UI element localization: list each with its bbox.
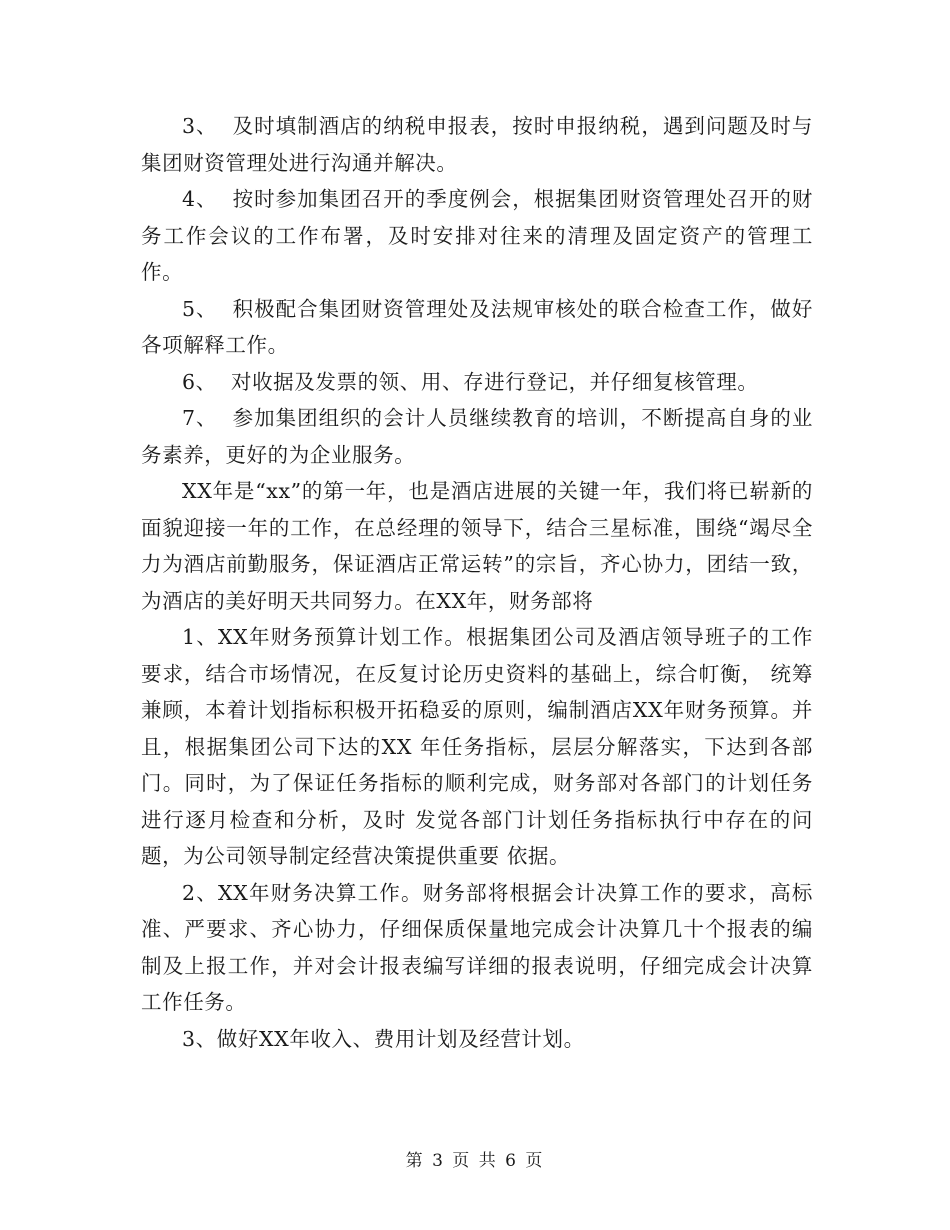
paragraph-item-5-inspection: 5、 积极配合集团财资管理处及法规审核处的联合检查工作，做好各项解释工作。 [141,296,813,357]
paragraph-item-4-meeting: 4、 按时参加集团召开的季度例会，根据集团财资管理处召开的财务工作会议的工作布署，及时安排对往来的清理及固定资产的管理工作。 [141,187,813,284]
paragraph-final-accounts: 2、XX年财务决算工作。财务部将根据会计决算工作的要求，高标准、严要求、齐心协力，仔细保质保量地完成会计决算几十个报表的编制及上报工作，并对会计报表编写详细的报表说明，仔细完成会计决算工作任务。 [141,880,813,1014]
paragraph-item-3-tax: 3、 及时填制酒店的纳税申报表，按时申报纳税，遇到问题及时与集团财资管理处进行沟通并解决。 [141,114,813,175]
document-body [141,108,813,1057]
paragraph-income-plan: 3、做好XX年收入、费用计划及经营计划。 [182,1026,585,1051]
paragraph-budget-plan: 1、XX年财务预算计划工作。根据集团公司及酒店领导班子的工作要求，结合市场情况，在反复讨论历史资料的基础上，综合帄衡， 统筹兼顾，本着计划指标积极开拓稳妥的原则，编制酒店XX年财务预算。并且，根据集团公司下达的XX 年任务指标，层层分解落实，下达到各部门。同时，为了保证任务指标的顺利完成，财务部对各部门的计划任务进行逐月检查和分析，及时 发觉各部门计划任务指标执行中存在的问题，为公司领导制定经营决策提供重要 依据。 [141,625,813,868]
page-number-footer: 第 3 页 共 6 页 [405,1151,545,1171]
paragraph-item-7-training: 7、 参加集团组织的会计人员继续教育的培训，不断提高自身的业务素养，更好的为企业服务。 [141,406,813,467]
paragraph-item-6-receipts: 6、 对收据及发票的领、用、存进行登记，并仔细复核管理。 [182,369,759,394]
paragraph-year-overview: XX年是“xx”的第一年，也是酒店进展的关键一年，我们将已崭新的面貌迎接一年的工作，在总经理的领导下，结合三星标准，围绕“竭尽全力为酒店前勤服务，保证酒店正常运转”的宗旨，齐心协力，团结一致，为酒店的美好明天共同努力。在XX年，财务部将 [141,479,813,613]
